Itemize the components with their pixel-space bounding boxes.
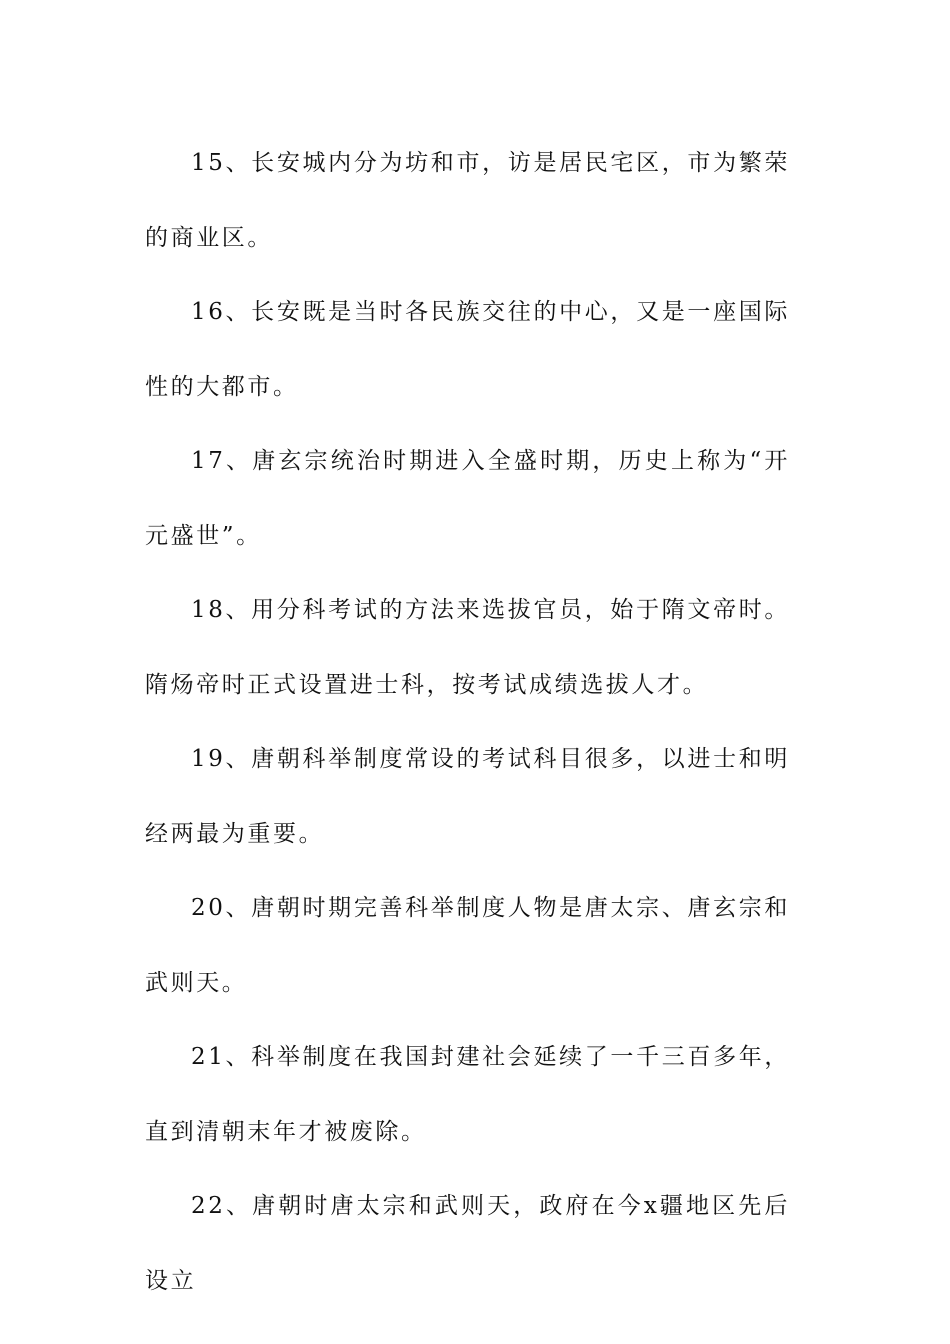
paragraph-22: 22、唐朝时唐太宗和武则天，政府在今x疆地区先后设立 [145,1193,790,1294]
paragraph-21: 21、科举制度在我国封建社会延续了一千三百多年，直到清朝末年才被废除。 [145,1044,790,1145]
paragraph-20: 20、唐朝时期完善科举制度人物是唐太宗、唐玄宗和武则天。 [145,895,790,996]
paragraph-17: 17、唐玄宗统治时期进入全盛时期，历史上称为“开元盛世”。 [145,448,790,549]
paragraph-15: 15、长安城内分为坊和市，访是居民宅区，市为繁荣的商业区。 [145,150,790,251]
paragraph-19: 19、唐朝科举制度常设的考试科目很多，以进士和明经两最为重要。 [145,746,790,847]
document-body [145,126,790,1318]
paragraph-16: 16、长安既是当时各民族交往的中心，又是一座国际性的大都市。 [145,299,790,400]
paragraph-18: 18、用分科考试的方法来选拔官员，始于隋文帝时。隋炀帝时正式设置进士科，按考试成绩选拔人才。 [145,597,790,698]
